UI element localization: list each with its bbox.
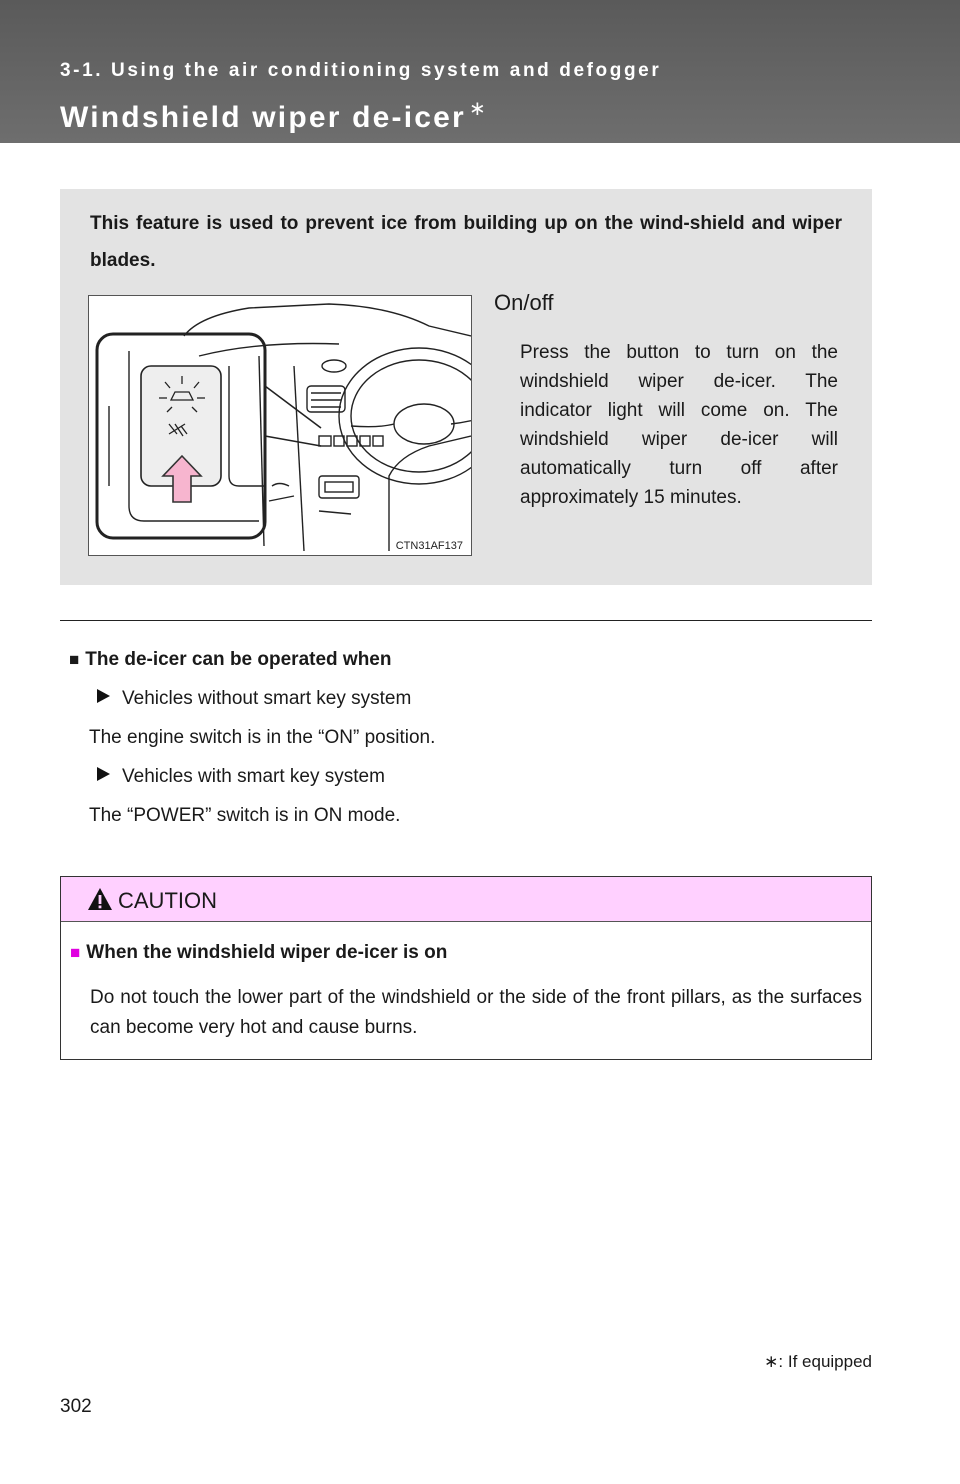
footnote: ∗: If equipped (764, 1352, 872, 1371)
page-title-text: Windshield wiper de-icer (60, 101, 466, 134)
conditions-heading (69, 649, 391, 671)
triangle-arrow-icon (97, 767, 110, 781)
section-label: 3-1. Using the air conditioning system and defogger (60, 60, 662, 81)
triangle-arrow-icon (97, 689, 110, 703)
caution-text: Do not touch the lower part of the windshield or the side of the front pillars, as the surfaces can become very hot and cause burns. (90, 987, 862, 1038)
intro-text: This feature is used to prevent ice from building up on the wind-shield and wiper blades. (90, 213, 842, 271)
square-bullet-icon: ■ (70, 943, 81, 962)
caution-subheading-text: When the windshield wiper de-icer is on (86, 942, 448, 963)
square-bullet-icon: ■ (69, 650, 80, 669)
condition-text-1: The engine switch is in the “ON” position. (89, 727, 436, 748)
conditions-heading-text: The de-icer can be operated when (85, 649, 392, 670)
caution-box (60, 876, 872, 1060)
condition-label-text: Vehicles with smart key system (122, 766, 385, 787)
condition-label-text: Vehicles without smart key system (122, 688, 412, 709)
caution-title: CAUTION (118, 888, 217, 913)
page-title (60, 96, 488, 135)
if-equipped-mark: ∗ (468, 98, 488, 120)
chapter-header (0, 0, 960, 143)
caution-header (61, 877, 871, 922)
onoff-description: Press the button to turn on the windshield wiper de-icer. The indicator light will come on. The windshield wiper de-icer will automatically turn off after approximately 15 minutes. (520, 342, 838, 508)
condition-label-1 (97, 688, 411, 710)
section-divider (60, 620, 872, 621)
deicer-button-illustration (88, 295, 472, 556)
condition-label-2 (97, 766, 385, 788)
illustration-code: CTN31AF137 (395, 540, 463, 552)
caution-subheading (70, 942, 447, 964)
warning-triangle-icon (87, 887, 113, 911)
page-number: 302 (60, 1396, 92, 1417)
onoff-title: On/off (494, 290, 554, 315)
dashboard-drawing (89, 296, 471, 555)
condition-text-2: The “POWER” switch is in ON mode. (89, 805, 401, 826)
